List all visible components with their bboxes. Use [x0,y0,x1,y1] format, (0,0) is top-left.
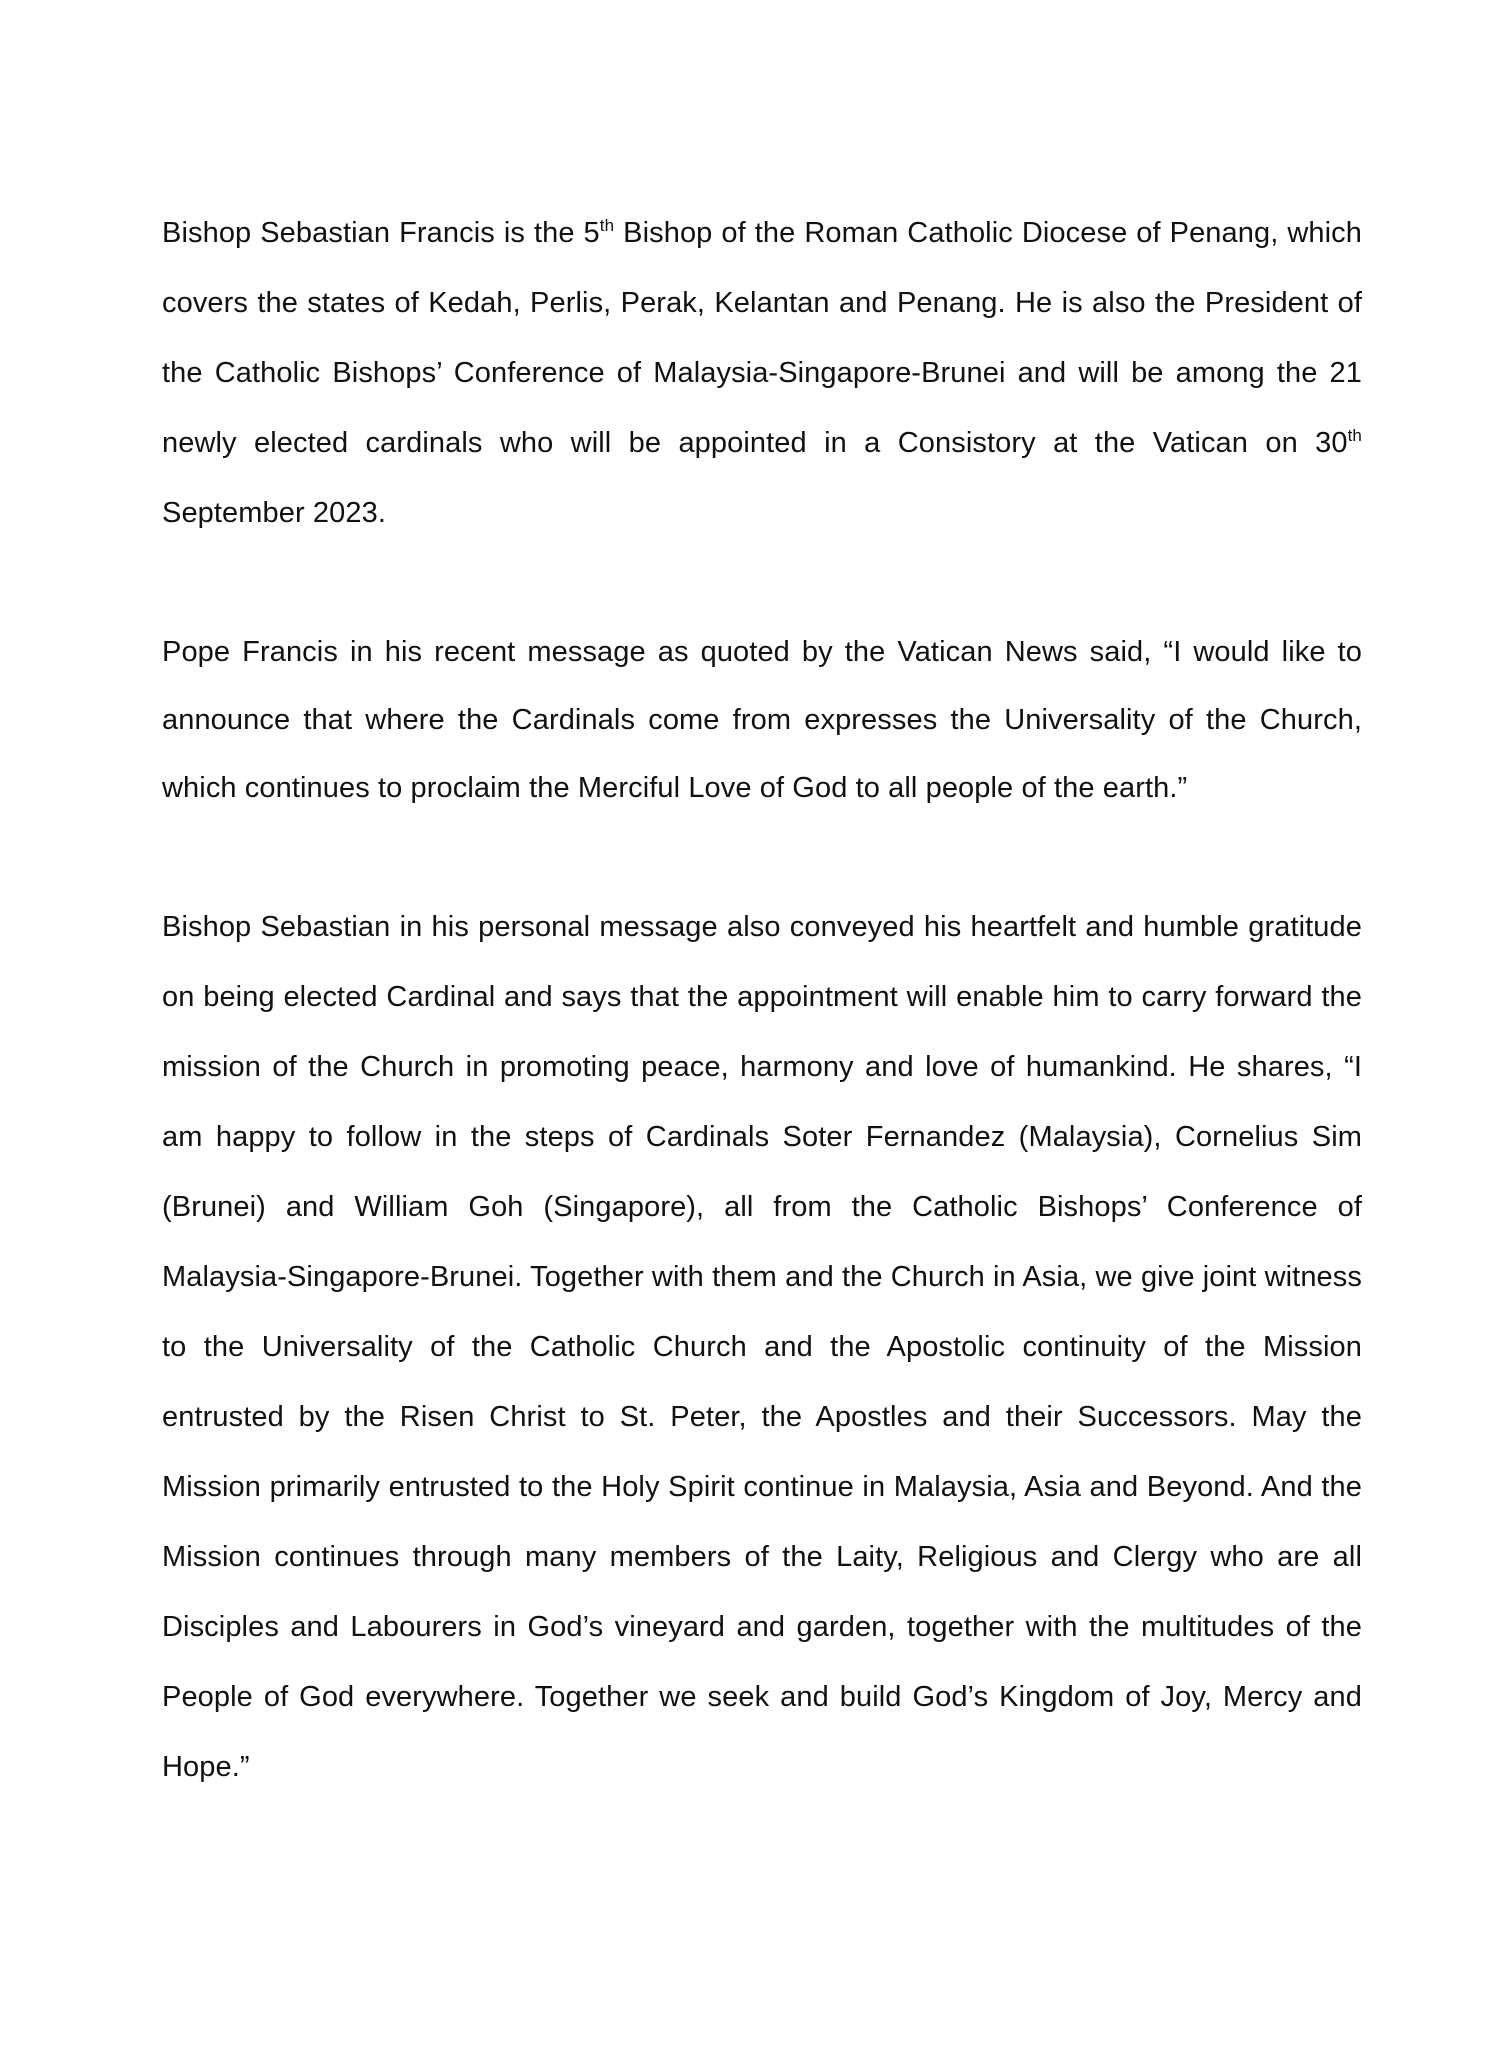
paragraph-1-text-b: Bishop of the Roman Catholic Diocese of Penang, which covers the states of Kedah, Perlis, Perak, Kelantan and Penang. He is also the President of the Catholic Bishops’ Conference of Malaysia-Singapore-Brunei and will be among the 21 newly elected cardinals who will be appointed in a Consistory at the Vatican on 30 [162,217,1362,459]
paragraph-bishop-intro [162,198,1362,548]
ordinal-suffix: th [599,216,615,235]
paragraph-1-text-c: September 2023. [162,497,386,529]
ordinal-suffix: th [1347,426,1362,445]
paragraph-1-text-a: Bishop Sebastian Francis is the 5 [162,217,600,249]
paragraph-personal-message: Bishop Sebastian in his personal message also conveyed his heartfelt and humble gratitude on being elected Cardinal and says that the appointment will enable him to carry forward the mission of the Church in promoting peace, harmony and love of humankind. He shares, “I am happy to follow in the steps of Cardinals Soter Fernandez (Malaysia), Cornelius Sim (Brunei) and William Goh (Singapore), all from the Catholic Bishops’ Conference of Malaysia-Singapore-Brunei. Together with them and the Church in Asia, we give joint witness to the Universality of the Catholic Church and the Apostolic continuity of the Mission entrusted by the Risen Christ to St. Peter, the Apostles and their Successors. May the Mission primarily entrusted to the Holy Spirit continue in Malaysia, Asia and Beyond. And the Mission continues through many members of the Laity, Religious and Clergy who are all Disciples and Labourers in God’s vineyard and garden, together with the multitudes of the People of God everywhere. Together we seek and build God’s Kingdom of Joy, Mercy and Hope.” [162,911,1362,1783]
paragraph-pope-quote: Pope Francis in his recent message as quoted by the Vatican News said, “I would like to announce that where the Cardinals come from expresses the Universality of the Church, which continues to proclaim the Merciful Love of God to all people of the earth.” [162,636,1362,804]
